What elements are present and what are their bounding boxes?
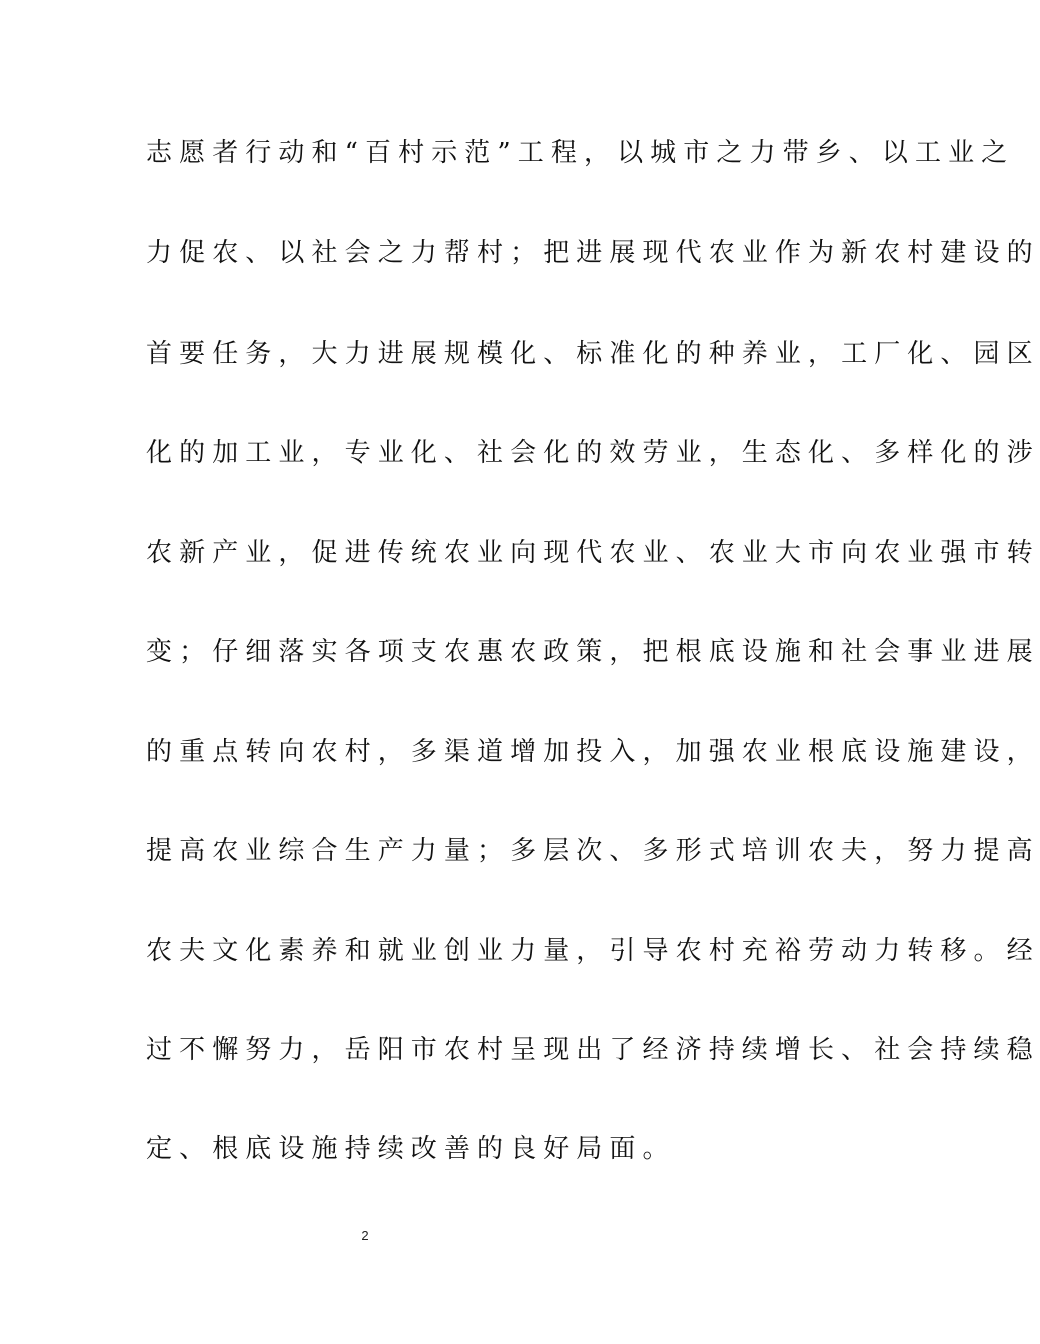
page-number: 2 [361, 1228, 369, 1243]
text-line: 农新产业，促进传统农业向现代农业、农业大市向农业强市转 [146, 538, 1040, 568]
text-line: 定、根底设施持续改善的良好局面。 [146, 1134, 676, 1164]
text-line: 变；仔细落实各项支农惠农政策，把根底设施和社会事业进展 [146, 637, 1040, 667]
text-line: 首要任务，大力进展规模化、标准化的种养业，工厂化、园区 [146, 339, 1040, 369]
text-line: 农夫文化素养和就业创业力量，引导农村充裕劳动力转移。经 [146, 936, 1040, 966]
text-line: 的重点转向农村，多渠道增加投入，加强农业根底设施建设， [146, 737, 1040, 767]
text-line: 志愿者行动和“百村示范”工程，以城市之力带乡、以工业之 [146, 138, 1015, 168]
text-line: 力促农、以社会之力帮村；把进展现代农业作为新农村建设的 [146, 238, 1040, 268]
text-line: 化的加工业，专业化、社会化的效劳业，生态化、多样化的涉 [146, 438, 1040, 468]
text-line: 过不懈努力，岳阳市农村呈现出了经济持续增长、社会持续稳 [146, 1035, 1040, 1065]
text-line: 提高农业综合生产力量；多层次、多形式培训农夫，努力提高 [146, 836, 1040, 866]
